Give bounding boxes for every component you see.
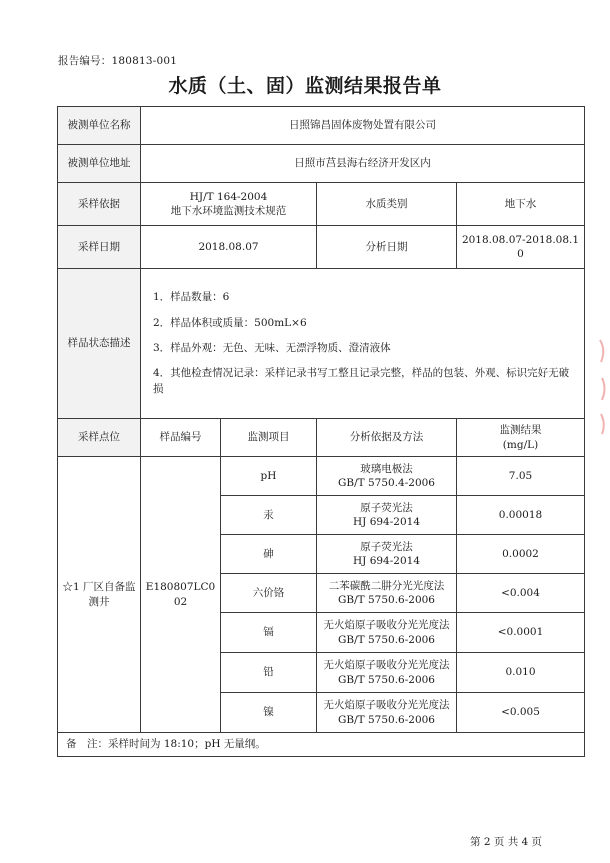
method-name: 无火焰原子吸收分光光度法: [323, 699, 450, 712]
result-value: 0.0002: [457, 535, 585, 574]
analysis-method: [317, 457, 457, 496]
monitor-item: 六价铬: [221, 574, 317, 613]
method-name: 原子荧光法: [360, 540, 413, 553]
result-value: 0.010: [457, 653, 585, 693]
sampling-point: ☆1 厂区自备监测井: [58, 457, 141, 733]
result-value: 0.00018: [457, 496, 585, 535]
sample-status-item: 2．样品体积或质量：500mL×6: [153, 316, 307, 329]
analysis-method: [317, 693, 457, 733]
water-type-value: 地下水: [457, 183, 585, 226]
sample-status-item: 1．样品数量：6: [153, 291, 230, 304]
basis-row: [58, 183, 585, 226]
basis-standard: HJ/T 164-2004: [189, 190, 268, 203]
sample-status-notes: [141, 269, 585, 419]
address-value: 日照市莒县海右经济开发区内: [141, 145, 585, 183]
address-row: [58, 145, 585, 183]
method-name: 原子荧光法: [360, 501, 413, 514]
sampling-date-value: 2018.08.07: [141, 226, 317, 269]
monitor-item: 砷: [221, 535, 317, 574]
monitor-item: 铅: [221, 653, 317, 693]
method-name: 玻璃电极法: [360, 462, 413, 475]
col-header-result: [457, 419, 585, 457]
sample-status-label: 样品状态描述: [58, 269, 141, 419]
basis-standard-name: 地下水环境监测技术规范: [170, 205, 287, 217]
page-number: 第 2 页 共 4 页: [470, 836, 543, 848]
report-table: [57, 106, 585, 757]
method-standard: HJ 694-2014: [352, 555, 420, 567]
sample-status-row: [58, 269, 585, 419]
analysis-method: [317, 535, 457, 574]
result-value: 7.05: [457, 457, 585, 496]
unit-label: 被测单位名称: [58, 107, 141, 145]
method-standard: GB/T 5750.6-2006: [338, 633, 435, 646]
col-header-sample-no: 样品编号: [141, 419, 221, 457]
result-value: <0.0001: [457, 613, 585, 653]
col-header-item: 监测项目: [221, 419, 317, 457]
unit-row: [58, 107, 585, 145]
sampling-date-label: 采样日期: [58, 226, 141, 269]
analysis-method: [317, 653, 457, 693]
date-row: [58, 226, 585, 269]
result-value: <0.005: [457, 693, 585, 733]
monitor-item: 镍: [221, 693, 317, 733]
analysis-date-value: 2018.08.07-2018.08.10: [457, 226, 585, 269]
basis-value: [141, 183, 317, 226]
remark-text: 备 注：采样时间为 18:10；pH 无量纲。: [58, 733, 585, 757]
analysis-method: [317, 574, 457, 613]
col-header-method: 分析依据及方法: [317, 419, 457, 457]
table-row: [58, 457, 585, 496]
page-title: 水质（土、固）监测结果报告单: [168, 75, 442, 97]
method-standard: GB/T 5750.4-2006: [338, 477, 435, 489]
method-name: 无火焰原子吸收分光光度法: [323, 619, 450, 632]
remark-row: [58, 733, 585, 757]
address-label: 被测单位地址: [58, 145, 141, 183]
unit-value: 日照锦昌固体废物处置有限公司: [141, 107, 585, 145]
method-standard: HJ 694-2014: [352, 516, 420, 528]
basis-label: 采样依据: [58, 183, 141, 226]
col-header-result-line: 监测结果: [499, 424, 542, 437]
analysis-method: [317, 613, 457, 653]
monitor-item: 汞: [221, 496, 317, 535]
method-standard: GB/T 5750.6-2006: [338, 594, 435, 606]
results-header-row: [58, 419, 585, 457]
sample-status-item: 3．样品外观：无色、无味、无漂浮物质、澄清液体: [153, 341, 391, 354]
method-standard: GB/T 5750.6-2006: [338, 673, 435, 686]
sample-status-item: 4．其他检查情况记录：采样记录书写工整且记录完整，样品的包装、外观、标识完好无破损: [153, 367, 570, 396]
result-value: <0.004: [457, 574, 585, 613]
method-standard: GB/T 5750.6-2006: [338, 713, 435, 726]
analysis-date-label: 分析日期: [317, 226, 457, 269]
partial-stamp-icon: [598, 330, 608, 440]
report-number: 报告编号：180813-001: [58, 55, 178, 67]
sample-number: E180807LC002: [141, 457, 221, 733]
analysis-method: [317, 496, 457, 535]
col-header-point: 采样点位: [58, 419, 141, 457]
monitor-item: pH: [221, 457, 317, 496]
col-header-result-unit: (mg/L): [502, 438, 539, 451]
monitor-item: 镉: [221, 613, 317, 653]
method-name: 二苯碳酰二肼分光光度法: [328, 579, 445, 592]
water-type-label: 水质类别: [317, 183, 457, 226]
method-name: 无火焰原子吸收分光光度法: [323, 659, 450, 672]
